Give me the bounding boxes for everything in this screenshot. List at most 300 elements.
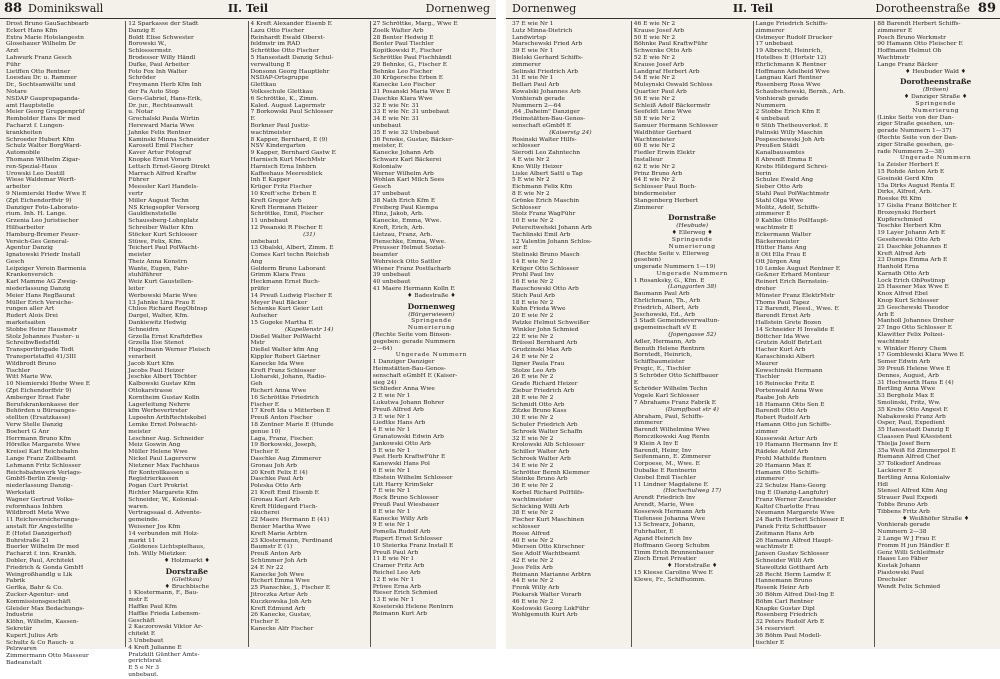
directory-entry: Lutz Minna-Dietrich xyxy=(512,27,573,34)
directory-entry: Schroeder Hubert Kfm xyxy=(6,136,75,143)
directory-entry: Seefeldt Lene Wwe xyxy=(633,109,692,116)
directory-entry: Reinert Erich Bernstein- xyxy=(755,279,829,286)
directory-entry: Schenke Kurt Geier Leit xyxy=(250,306,323,313)
directory-entry: zimmerer xyxy=(633,420,663,427)
directory-entry: Ebstein Wilhelm Schlosser xyxy=(372,474,453,481)
directory-entry: Prohl Paul Inv xyxy=(512,272,555,279)
directory-entry: 35 Hansestadt Danzig E xyxy=(877,427,950,434)
directory-entry: Richert Anna Wwe xyxy=(250,388,307,395)
directory-entry: Grzella Ernst KraftdrBes xyxy=(128,333,203,340)
directory-entry: Meier Hans RegBaurat xyxy=(6,292,75,299)
directory-entry: Claassen Paul KAssistent xyxy=(877,434,953,441)
directory-entry: Rosenk Heinr Arb xyxy=(755,585,810,592)
directory-entry: Schreiber Walter Kfm xyxy=(128,224,194,231)
directory-entry: Kalbowski Gustav Kfm xyxy=(128,381,196,388)
directory-entry: 38 Nath Erich Kfm E xyxy=(372,197,436,204)
directory-entry: zimmer xyxy=(755,428,778,435)
directory-entry: Rieser Erich Schmied xyxy=(372,590,438,597)
directory-entry: Buerler Wilhelm Dr med xyxy=(6,544,80,551)
directory-entry: 16 E wie Nr 2 xyxy=(512,279,554,286)
directory-entry: Adler, Hermann, Arb xyxy=(633,338,696,345)
directory-entry: Mstr xyxy=(250,340,265,347)
directory-entry: Agentur Danzig xyxy=(6,245,53,252)
directory-entry: Lettsch Ernst-Georg Direkt xyxy=(128,163,210,170)
directory-entry: 88 Barendt Herbert Schiffs- xyxy=(877,21,961,27)
directory-entry: rium. Inh. H. Lange. xyxy=(6,211,67,218)
directory-entry: NSDAP-Ortsgruppe xyxy=(250,75,309,82)
directory-entry: Vertragssaal d. Advente- xyxy=(128,510,202,517)
directory-entry: 39 E wie Nr 1 xyxy=(512,48,554,55)
directory-entry: Kreft Hildegard Fisch- xyxy=(250,503,318,510)
directory-entry: Glettkau xyxy=(250,82,277,89)
directory-entry: Münster Franz ElektrMstr xyxy=(755,292,835,299)
directory-entry: Hoffmann Helmut Ob xyxy=(877,48,942,55)
directory-entry: Schwenke Otto Arb xyxy=(633,48,692,55)
directory-entry: 13 Schwarz, Johann, xyxy=(633,522,696,529)
directory-entry: Drechsler xyxy=(877,576,907,583)
directory-entry: Marschewski Fried Arb xyxy=(512,41,583,48)
directory-entry: Tischler xyxy=(6,367,31,374)
directory-entry: (Kaiserstg 24) xyxy=(549,129,592,136)
directory-entry: Pomella Rudolf Arb xyxy=(372,529,431,536)
directory-entry: Arendt Friedrich Inv xyxy=(633,495,696,502)
directory-entry: Kuhn Frieda Wwe xyxy=(512,306,566,313)
directory-entry: Ang xyxy=(250,258,263,265)
directory-entry: Werkstatt xyxy=(6,489,36,496)
directory-entry: Richert Emma Wwe xyxy=(250,578,310,585)
directory-entry: Aufseher xyxy=(250,313,278,320)
directory-entry: 10 E wie Nr 2 xyxy=(512,218,554,225)
directory-entry: Thoms Paul Tapez xyxy=(755,299,810,306)
directory-entry: Gesch xyxy=(6,258,25,265)
directory-entry: gsgemeinschaft eV E xyxy=(633,325,697,332)
directory-entry: Schwarz Karl Bäckerei xyxy=(372,156,442,163)
directory-entry: stellten (Ersatzkasse) xyxy=(6,415,71,422)
directory-entry: markt 11 xyxy=(128,537,156,544)
directory-entry: (Glettkau) xyxy=(171,576,203,583)
directory-column xyxy=(874,21,996,647)
directory-entry: 31 Posanski Maria Wwe E xyxy=(372,88,451,95)
directory-entry: Fromm H jun Händler E xyxy=(877,542,950,549)
directory-entry: tischler E xyxy=(755,639,785,646)
directory-entry: Nickel Paul Lagerverw xyxy=(128,456,197,462)
directory-entry: (Rechte Seite vom Binsen- xyxy=(372,332,452,339)
directory-entry: Schneider, W., Kolonial- xyxy=(128,496,199,503)
directory-entry: Kreft Franz Schlosser xyxy=(250,367,316,374)
directory-entry: Petereitwehski Johann Arb xyxy=(512,224,592,231)
directory-entry: Jess Felix Arb xyxy=(512,564,553,571)
directory-entry: Schröttke Otto Fischer xyxy=(250,48,320,55)
directory-entry: Hdl xyxy=(877,481,889,488)
directory-entry: Stolz Franz WagFühr xyxy=(512,211,576,218)
directory-entry: Preuß Anton Arb xyxy=(250,551,301,558)
directory-entry: Past Herb KraftwFühr E xyxy=(372,454,446,461)
directory-entry: 41 Maere Hermann Kolln E xyxy=(372,286,455,293)
directory-entry: SchreibwBedsHdl xyxy=(6,340,60,347)
directory-entry: Grönke Erich Maschin xyxy=(512,197,580,204)
book-gutter xyxy=(496,0,506,649)
directory-entry: Schröder xyxy=(128,75,156,82)
directory-entry: Haase Leo Fäber xyxy=(877,556,928,563)
directory-entry: Ignatowski Friedr Install xyxy=(6,252,81,259)
directory-entry: Borntedt, Heinrich, xyxy=(633,352,692,359)
directory-entry: 31 Hochwarth Hans E (4) xyxy=(877,379,954,386)
directory-column xyxy=(4,21,125,666)
directory-entry: Osper, Paul, Expedient xyxy=(877,420,946,427)
directory-entry: Fischer E xyxy=(250,449,280,456)
directory-entry: Zucker-Agentur- und xyxy=(6,591,69,598)
directory-entry: 3 Unbebaut xyxy=(128,637,164,644)
directory-entry: niederlassung Danzig xyxy=(6,286,71,293)
directory-entry: Zitzke Bruno Kass xyxy=(512,408,567,415)
directory-entry: Preuß Anton Fischer xyxy=(250,415,313,422)
directory-entry: Sieber Otto Arb xyxy=(755,184,803,191)
directory-entry: (Bürgerwiesen) xyxy=(408,311,455,318)
directory-entry: 54 E wie Nr 2 xyxy=(633,75,676,82)
directory-entry: Miersen Otto Kürschner xyxy=(512,544,585,551)
directory-entry: 17 Kreft Ida u Mitterben E xyxy=(250,408,331,415)
directory-entry: Kanalbausamtes xyxy=(755,150,805,157)
directory-entry: Wagner Gertrud Volks- xyxy=(6,496,75,503)
directory-entry: 8 Abrendt Emma E xyxy=(755,156,813,163)
directory-entry: zimmerer xyxy=(755,27,785,34)
directory-entry: Lagerleitung Nehrre xyxy=(128,401,191,408)
directory-entry: 46 E wie Nr 2 xyxy=(512,598,554,605)
directory-entry: Hannemann Bruno xyxy=(755,578,813,585)
directory-entry: 21 Kreft Emil Eisenb E xyxy=(250,489,319,496)
directory-entry: Daschke Klara Wwe xyxy=(372,95,433,102)
directory-entry: Waldhüter Gerhard xyxy=(633,129,692,136)
directory-entry: stuhlführer xyxy=(128,272,162,279)
directory-entry: Sekretär xyxy=(6,625,33,632)
directory-column xyxy=(125,21,247,678)
directory-entry: 10 Steierka Franz Install E xyxy=(372,542,454,549)
directory-entry: 56 E wie Nr 2 xyxy=(633,95,676,102)
directory-entry: Dufke, Paul Arbeiter xyxy=(128,61,190,68)
directory-entry: für Kontrollkassen u xyxy=(128,469,190,476)
directory-entry: Wiener Franz Postfacharb xyxy=(372,265,451,272)
directory-entry: Jeschowski, Ed., Arb xyxy=(633,311,696,318)
directory-entry: Stolze Leo Arb xyxy=(512,367,556,374)
directory-entry: Hallstein Grete Bozen xyxy=(755,320,822,327)
directory-entry: Kanecke Willy Arb xyxy=(372,515,428,522)
directory-entry: Posch Bruno Werkmstr xyxy=(877,34,946,41)
directory-entry: 12 Posanski R Fischer E xyxy=(250,224,323,231)
directory-entry: Vonhierab gerade xyxy=(755,95,809,102)
directory-entry: ♦ Weißhöfer Straße ♦ xyxy=(902,515,970,522)
directory-entry: Gronau Joh Arb xyxy=(250,462,297,469)
directory-entry: Karaschinski Albert xyxy=(755,354,815,361)
directory-entry: 28 E wie Nr 2 xyxy=(512,394,554,401)
left-page-number: 88 xyxy=(4,1,23,16)
directory-entry: (Linke Seite von der Dan- xyxy=(877,114,954,121)
directory-entry: Lemke Ernst Polwacht- xyxy=(128,422,198,429)
directory-entry: 58 E wie Nr 2 xyxy=(633,116,676,123)
directory-entry: Weiz Kurt Gaustellen- xyxy=(128,279,194,286)
directory-entry: See Adolf Wachtbeamt xyxy=(512,551,580,558)
directory-entry: Barendt Ernst Arb xyxy=(755,313,811,320)
directory-entry: Krüger Otto Schlosser xyxy=(512,265,579,272)
directory-entry: Stelinski Bruno Masch xyxy=(512,252,580,259)
directory-entry: Kreft Alfred Arb xyxy=(877,250,926,257)
directory-entry: Schiller Walter Arb xyxy=(512,449,570,456)
directory-entry: Böttcher Ida Wwe xyxy=(755,333,810,340)
directory-entry: 7 E wie Nr 1 xyxy=(372,488,411,495)
directory-entry: 33 Bergholz Max E xyxy=(877,393,935,400)
directory-entry: 15 Gugeke Martha E xyxy=(250,320,313,327)
directory-entry: Schneider Willi Arb xyxy=(755,557,814,564)
directory-entry: 4 E wie Nr 2 xyxy=(512,156,550,163)
directory-entry: 18 E wie Nr 2 xyxy=(512,299,554,306)
directory-entry: Dirks, Alfred, Arb. xyxy=(877,189,932,196)
directory-entry: Schaubschewski, Bernh., Arb. xyxy=(755,88,846,95)
directory-entry: Pratzkilt Günther Amts- xyxy=(128,651,200,658)
directory-entry: Industrie xyxy=(6,612,34,619)
directory-entry: 28 Benter Hedwig E xyxy=(372,34,434,41)
directory-entry: 36 Böhm Paul Modell- xyxy=(755,632,822,639)
directory-column xyxy=(753,21,875,647)
directory-entry: Winkler John Schmied xyxy=(512,326,579,333)
directory-entry: unbebaut. xyxy=(128,671,159,678)
directory-entry: Grade Richard Heizer xyxy=(512,381,578,388)
directory-entry: Kossewsk Hermann Arb xyxy=(633,508,706,515)
directory-entry: Meyer Paul Bäcker xyxy=(250,299,308,306)
directory-entry: Arendt, Marie, Wwe xyxy=(633,501,695,508)
directory-entry: Landwirtsp xyxy=(512,34,546,41)
directory-entry: Friedrich & Gonda GmbH xyxy=(6,564,84,571)
directory-entry: Tischler xyxy=(755,374,780,381)
directory-entry: Krause Josef Arb xyxy=(633,61,684,68)
directory-entry: Daschke Paul Arb xyxy=(250,476,304,483)
directory-entry: Hugelmann Werner Fleisch xyxy=(128,347,211,354)
directory-entry: 90 Hamann Otto Fleischer E xyxy=(877,41,963,48)
directory-entry: Knapke Gustav Dipl xyxy=(755,605,815,612)
directory-entry: 11 Reichsversicherungs- xyxy=(6,517,80,524)
directory-entry: 38 E wie Nr 2 xyxy=(512,510,554,517)
directory-entry: Arzt xyxy=(6,48,19,55)
directory-entry: Thielja Josef Bern xyxy=(877,440,931,447)
directory-entry: Krebs Hildegard Schrei- xyxy=(755,163,829,170)
directory-entry: Schultz & Co Rauch- u xyxy=(6,639,74,646)
directory-entry: (Kapellenstr 14) xyxy=(284,326,334,333)
directory-entry: Eckermann Walter xyxy=(755,231,812,238)
directory-entry: Klawitter Felix Polizei- xyxy=(877,332,945,339)
directory-entry: 17 Gomblewski Klara Wwe E xyxy=(877,352,964,359)
directory-entry: 44 E wie Nr 2 xyxy=(512,578,554,585)
directory-entry: ziger Straße gesehen, ge- xyxy=(877,141,955,148)
directory-entry: Stüwe, Felix, Kfm. xyxy=(128,238,183,245)
directory-entry: GmbH-Berlin Zweig- xyxy=(6,476,68,483)
directory-entry: Zimmerer xyxy=(633,204,664,211)
directory-entry: Nummern xyxy=(755,102,786,109)
directory-entry: (Rechte Seite von der Dan- xyxy=(877,134,958,141)
right-page-number: 89 xyxy=(977,1,996,16)
directory-entry: Behörden u Büroanges- xyxy=(6,408,77,415)
directory-entry: Gronau Karl Arb xyxy=(250,496,300,503)
directory-entry: 9 E wie Nr 1 xyxy=(372,522,411,529)
directory-entry: Frenk Willy Arb xyxy=(512,585,560,592)
directory-entry: u. Notar xyxy=(128,109,154,116)
directory-entry: Tobbs Bruno Arb xyxy=(877,501,928,508)
directory-entry: (Hochschulweg 17) xyxy=(663,488,722,495)
right-page-columns xyxy=(510,21,996,647)
directory-entry: Buhrstraße 21 xyxy=(6,537,50,544)
directory-entry: Stawoltzki Gotthard Arb xyxy=(755,564,829,571)
directory-entry: 30 Böhm Alfred Diel-Ing E xyxy=(755,591,835,598)
directory-entry: Lietffen Otto Rentner xyxy=(6,68,71,75)
directory-entry: dreher xyxy=(755,286,776,293)
directory-entry: Bertling Anna Kolonialw xyxy=(877,474,951,481)
directory-entry: Kreft Gregor Arb xyxy=(250,197,302,204)
directory-entry: wachtmeister xyxy=(512,496,553,503)
directory-entry: 16 Reinecke Fritz E xyxy=(755,381,815,388)
directory-entry: 62 E wie Nr 2 xyxy=(633,163,676,170)
directory-entry: 3 Stadt Gemeindeverwaltun- xyxy=(633,318,720,325)
directory-entry: Laga, Franz, Fischer. xyxy=(250,435,314,442)
directory-entry: Nummern 2—38 xyxy=(877,529,927,536)
directory-entry: Herrmann Bruno Kfm xyxy=(6,435,72,442)
directory-entry: 36 Fenske, Gustav, Bäcker- xyxy=(372,136,454,143)
directory-entry: Agand Heinrich Inv xyxy=(633,535,693,542)
directory-entry: räucherei xyxy=(250,510,280,517)
directory-entry: 9 Kahlke Otto PolHaupt- xyxy=(755,218,829,225)
directory-entry: wachtmeister xyxy=(250,129,292,136)
directory-entry: Ziebur Friedrich Arb xyxy=(512,388,575,395)
directory-entry: Schmidt Otto Arb xyxy=(512,401,565,408)
directory-entry: Lazu Otto Fischer xyxy=(250,27,305,34)
directory-entry: Koseierski Helene Rentnrn xyxy=(372,603,454,610)
directory-entry: Dießel Walter kfm Ang xyxy=(250,347,319,354)
directory-entry: Kanecke Johann Arb xyxy=(372,150,434,157)
directory-entry: 25 Pianschke, J., Fischer E xyxy=(250,585,331,592)
directory-entry: Steinke Bruno Arb xyxy=(512,476,568,483)
directory-entry: Notare xyxy=(6,88,27,95)
directory-entry: Robert Rudolf Arb xyxy=(755,415,811,422)
directory-entry: Donsonn Georg Hauptlehr xyxy=(250,68,330,75)
directory-entry: 21 Daschke Johannes E xyxy=(877,243,948,250)
directory-entry: Dr. jur., Rechtsanwalt xyxy=(128,102,193,109)
directory-entry: Schicking Willi Arb xyxy=(512,503,570,510)
directory-entry: Rock Bruno Schlosser xyxy=(372,495,439,502)
directory-entry: Molitz, Adolf, Schiffs- xyxy=(755,204,820,211)
directory-entry: 13 Jahnke Lina Frau E xyxy=(128,299,196,306)
directory-entry: Kreft, Erich, Arb. xyxy=(372,224,425,231)
directory-entry: 19 Albrecht, Heinrich, xyxy=(755,48,823,55)
directory-entry: E xyxy=(250,116,255,123)
directory-entry: Thomann Wilhelm Zigar- xyxy=(6,156,81,163)
directory-entry: 32 E wie Nr 2 xyxy=(512,435,554,442)
directory-entry: Jansen Gustav Schlosser xyxy=(755,551,829,558)
directory-entry: 2 Kaczorowski Viktor Ar- xyxy=(128,624,203,631)
directory-entry: feldmstr im RAD xyxy=(250,41,301,48)
directory-entry: 9 Kapper, Bernhard Gastw E xyxy=(250,150,336,157)
directory-entry: 11 unbebaut xyxy=(250,218,289,225)
directory-entry: Borkner Paul Justiz- xyxy=(250,122,311,129)
directory-entry: unbebaut xyxy=(250,238,279,245)
directory-entry: Kowalski Johannes Arb xyxy=(512,88,581,95)
directory-entry: wachtmstr E xyxy=(755,544,794,551)
directory-entry: Numerierung xyxy=(407,325,455,332)
directory-entry: Cramer Fritz Arb xyxy=(372,563,425,570)
directory-entry: Werbowski Marie Wwe xyxy=(128,292,198,299)
directory-entry: Kuczkowska Joh Arb xyxy=(250,598,312,605)
directory-entry: Schröder Wilhelm Techn xyxy=(633,386,708,393)
directory-entry: 15 Kleese Caroline Wwe E xyxy=(633,569,713,576)
directory-entry: Fabrik xyxy=(6,578,26,585)
directory-entry: Kno Willy Heizer xyxy=(512,163,563,170)
directory-entry: Tiefensee Johanna Wwe xyxy=(633,515,706,522)
directory-entry: Werner Wilhelm Arb xyxy=(372,170,434,177)
directory-entry: Haffke Paul Kfm xyxy=(128,603,177,610)
directory-entry: Hilfsarbeiter xyxy=(6,224,45,231)
directory-entry: Schlossermstr. xyxy=(128,48,173,55)
directory-entry: Karosetl Emil Fischer xyxy=(128,143,194,150)
directory-entry: Kopitkowski F., Fischer xyxy=(372,48,443,55)
directory-entry: marketsaiten xyxy=(6,320,46,327)
directory-entry: Wehrsieck Otto Sattler xyxy=(372,258,442,265)
directory-entry: 18 Hamann Otto Sen E xyxy=(755,401,825,408)
directory-entry: meister xyxy=(128,252,151,259)
directory-entry: ,Goldenes Lichtspielhaus, xyxy=(128,544,205,551)
directory-entry: Gosinski Gerd Kfm xyxy=(877,175,934,182)
directory-entry: Registrierkassen xyxy=(128,476,179,483)
directory-entry: Hoffmann Georg Schubm xyxy=(633,542,710,549)
directory-entry: Stahl Paul PolWachtmstr xyxy=(755,190,830,197)
directory-entry: Dennes, August, Arb xyxy=(877,372,939,379)
directory-column xyxy=(370,21,492,647)
directory-entry: Grutzin Adolf BetrLeit xyxy=(755,340,822,347)
directory-entry: Schiffbaumeister xyxy=(633,359,685,366)
directory-entry: Grzella Ilse Stenot xyxy=(128,340,184,347)
directory-entry: Kanewski Hans Pol xyxy=(372,461,430,468)
directory-entry: 46 E wie Nr 2 xyxy=(633,21,676,27)
directory-entry: Dornstraße xyxy=(668,213,717,223)
directory-entry: Langnau Karl Rentner xyxy=(755,75,823,82)
directory-entry: 29 Behnke, G., Fischer E xyxy=(372,61,447,68)
directory-entry: verarbeit xyxy=(128,354,156,361)
directory-entry: Meier Georg Gruppenprüf xyxy=(6,109,85,116)
directory-entry: 64 E wie Nr 2 xyxy=(633,177,676,184)
directory-entry: 14 Schneider H Invalide E xyxy=(755,326,835,333)
directory-entry: 20 Hamann Max E xyxy=(755,462,812,469)
directory-entry: Kaffeehaus Meeresblick xyxy=(250,170,323,177)
directory-entry: Smolinski, Fritz, Ww. xyxy=(877,400,941,407)
directory-entry: Geh xyxy=(250,381,263,388)
directory-entry: Schroek Walter Arb xyxy=(512,456,571,462)
directory-entry: 37 unbebaut xyxy=(372,190,411,197)
directory-entry: 35 E wie 32 Unbebaut xyxy=(372,129,440,136)
directory-entry: Stobbe Heinr Hausmstr xyxy=(6,326,78,333)
directory-entry: 24 E Nr 22 xyxy=(250,564,284,571)
directory-entry: Schröttke Paul Fischhändl xyxy=(372,54,452,61)
directory-entry: 35 Krebs Otto Angest E xyxy=(877,406,948,413)
directory-entry: Wildbrodt Bruno xyxy=(6,360,56,367)
directory-entry: Gers-Gabriel, Hans-Erik, xyxy=(128,95,202,102)
directory-entry: gesehen) xyxy=(633,257,661,264)
right-header-part: II. Teil xyxy=(732,2,774,15)
directory-entry: Barendt, Heinr, Inv xyxy=(633,447,692,454)
directory-entry: 19 Layer Johann Arb E xyxy=(877,230,946,237)
directory-entry: Kupferschmied xyxy=(877,216,923,223)
directory-entry: Hütter Hans Ang xyxy=(755,245,807,252)
directory-entry: Korbel Richard PolHilfs- xyxy=(512,489,585,496)
directory-entry: 25 Hassner Max Wwe E xyxy=(877,284,949,291)
directory-entry: 34 reserviert xyxy=(755,625,795,632)
directory-entry: 4 unbebaut xyxy=(755,116,790,123)
directory-entry: Jitroczka Artur Arb xyxy=(250,591,308,598)
directory-entry: Loesdau Dr. u. Rammer xyxy=(6,75,77,82)
directory-entry: Lietzau, Franz, Arb. xyxy=(372,231,433,238)
